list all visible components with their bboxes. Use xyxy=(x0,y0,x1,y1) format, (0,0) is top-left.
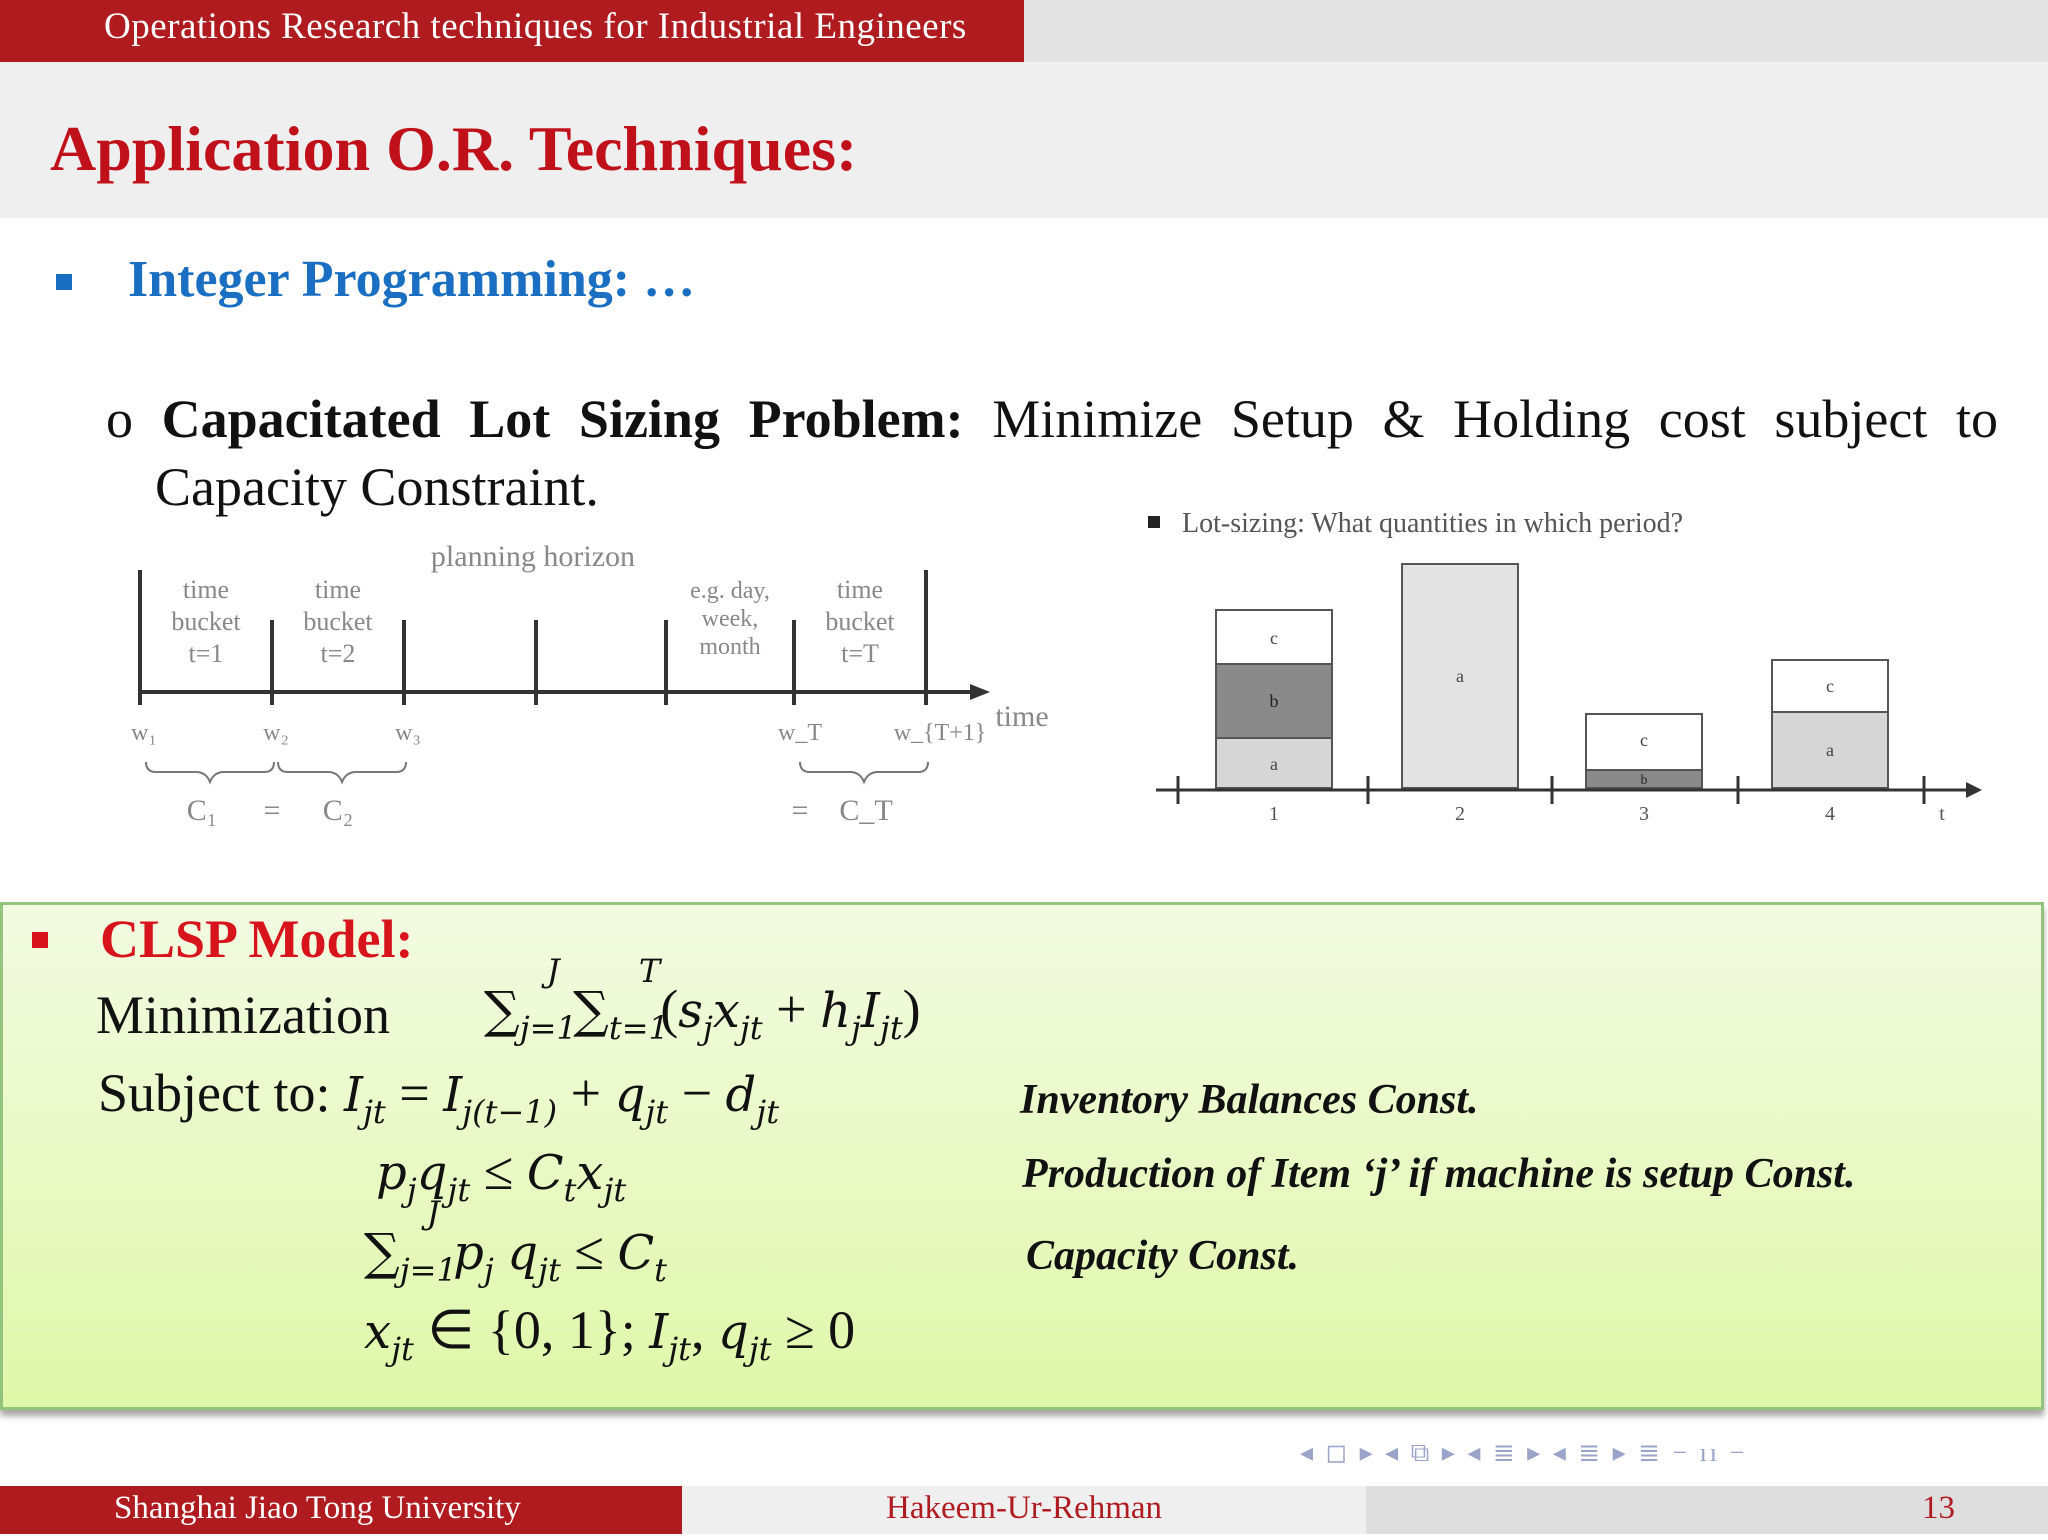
bullet-square-icon xyxy=(56,274,72,290)
cap-c2: C₂ xyxy=(322,794,354,827)
constraint-domain: $x_{jt}$ ∈ {0, 1}; $I_{jt}$, $q_{jt} \ge 0$ xyxy=(364,1300,856,1368)
caption-bullet-icon xyxy=(1148,516,1160,528)
objective-formula: $\sum_{j=1}^J$ $\sum_{t=1}^T(s_jx_{jt} + h_jI_{jt})$ xyxy=(484,952,921,1047)
constraint-inventory: Subject to: $I_{jt} = I_{j(t-1)} + q_{jt} - d_{jt}$ xyxy=(98,1063,780,1131)
period-1: 1 xyxy=(1269,803,1279,825)
subpoint-bold: Capacitated Lot Sizing Problem: xyxy=(161,389,964,449)
time-axis-arrow-icon xyxy=(970,684,990,700)
period-2: 2 xyxy=(1455,803,1465,825)
bucket1-l3: t=1 xyxy=(188,639,224,668)
marker-w3: w₃ xyxy=(395,720,421,746)
cap-eq2: = xyxy=(791,794,809,827)
bar3-c-label: c xyxy=(1640,730,1648,750)
bucketT-l3: t=T xyxy=(841,639,879,668)
minimization-label: Minimization xyxy=(96,985,390,1045)
footer-university: Shanghai Jiao Tong University xyxy=(114,1490,521,1526)
bucket2-l1: time xyxy=(314,575,362,604)
period-axis-arrow-icon xyxy=(1966,782,1982,798)
section-heading: Integer Programming: … xyxy=(128,251,696,308)
bucket-ex-l3: month xyxy=(699,634,761,660)
bar2-a-label: a xyxy=(1456,666,1464,686)
constraint-label-capacity: Capacity Const. xyxy=(1026,1233,1300,1279)
marker-wT1: w_{T+1} xyxy=(893,720,987,746)
bucket-ex-l2: week, xyxy=(701,606,759,632)
subpoint-text: Minimize Setup & Holding cost subject to xyxy=(963,389,1999,449)
bucket1-l1: time xyxy=(182,575,230,604)
subject-to-label: Subject to: xyxy=(98,1063,331,1123)
marker-w2: w₂ xyxy=(263,720,289,746)
cap-c1: C₁ xyxy=(186,794,218,827)
bucketT-l1: time xyxy=(836,575,884,604)
time-label: time xyxy=(995,700,1049,733)
slide-title: Application O.R. Techniques: xyxy=(50,113,858,184)
period-axis-t: t xyxy=(1939,803,1945,825)
cap-cT: C_T xyxy=(839,794,893,827)
bucketT-l2: bucket xyxy=(825,607,895,636)
subpoint-line-2: Capacity Constraint. xyxy=(155,457,599,517)
footer-author: Hakeem-Ur-Rehman xyxy=(886,1490,1163,1526)
cap-eq1: = xyxy=(263,794,281,827)
bar3-b-label: b xyxy=(1640,773,1648,788)
lot-sizing-caption: Lot-sizing: What quantities in which period? xyxy=(1182,508,1684,539)
constraint-setup: $p_jq_{jt} \le C_tx_{jt}$ xyxy=(376,1141,627,1209)
marker-wT: w_T xyxy=(778,720,822,746)
bar1-c-label: c xyxy=(1270,628,1278,648)
bucket2-l2: bucket xyxy=(303,607,373,636)
beamer-navigation[interactable]: ◂ ◻ ▸ ◂ ⧉ ▸ ◂ ≣ ▸ ◂ ≣ ▸ ≣ − ıı − xyxy=(1300,1438,1748,1467)
subpoint-line-1 xyxy=(106,388,1998,450)
brace-cT xyxy=(800,762,928,782)
planning-horizon-label: planning horizon xyxy=(430,540,636,573)
bottom-strip xyxy=(0,1534,2048,1540)
brace-c1 xyxy=(146,762,274,782)
constraint-label-inventory: Inventory Balances Const. xyxy=(1020,1077,1479,1123)
brace-c2 xyxy=(278,762,406,782)
lot-sizing-figure xyxy=(1140,500,2000,840)
period-3: 3 xyxy=(1639,803,1649,825)
planning-horizon-figure xyxy=(110,530,1070,850)
marker-w1: w₁ xyxy=(131,720,157,746)
constraint-capacity: $\sum_{j=1}^J$ $p_j$ $q_{jt} \le C_t$ xyxy=(364,1194,668,1289)
bucket-ex-l1: e.g. day, xyxy=(690,578,770,604)
subpoint-marker: o xyxy=(106,389,133,449)
course-title: Operations Research techniques for Industrial Engineers xyxy=(104,6,967,47)
bar1-a-label: a xyxy=(1270,754,1278,774)
bucket2-l3: t=2 xyxy=(320,639,356,668)
period-4: 4 xyxy=(1825,803,1835,825)
bar4-c-label: c xyxy=(1826,676,1834,696)
bucket1-l2: bucket xyxy=(171,607,241,636)
bar1-b-label: b xyxy=(1269,691,1279,711)
constraint-label-setup: Production of Item ‘j’ if machine is setup Const. xyxy=(1022,1151,1856,1197)
footer-page-number: 13 xyxy=(1922,1490,1955,1526)
bullet-square-icon xyxy=(32,932,48,948)
bar4-a-label: a xyxy=(1826,740,1834,760)
clsp-heading: CLSP Model: xyxy=(100,909,414,969)
